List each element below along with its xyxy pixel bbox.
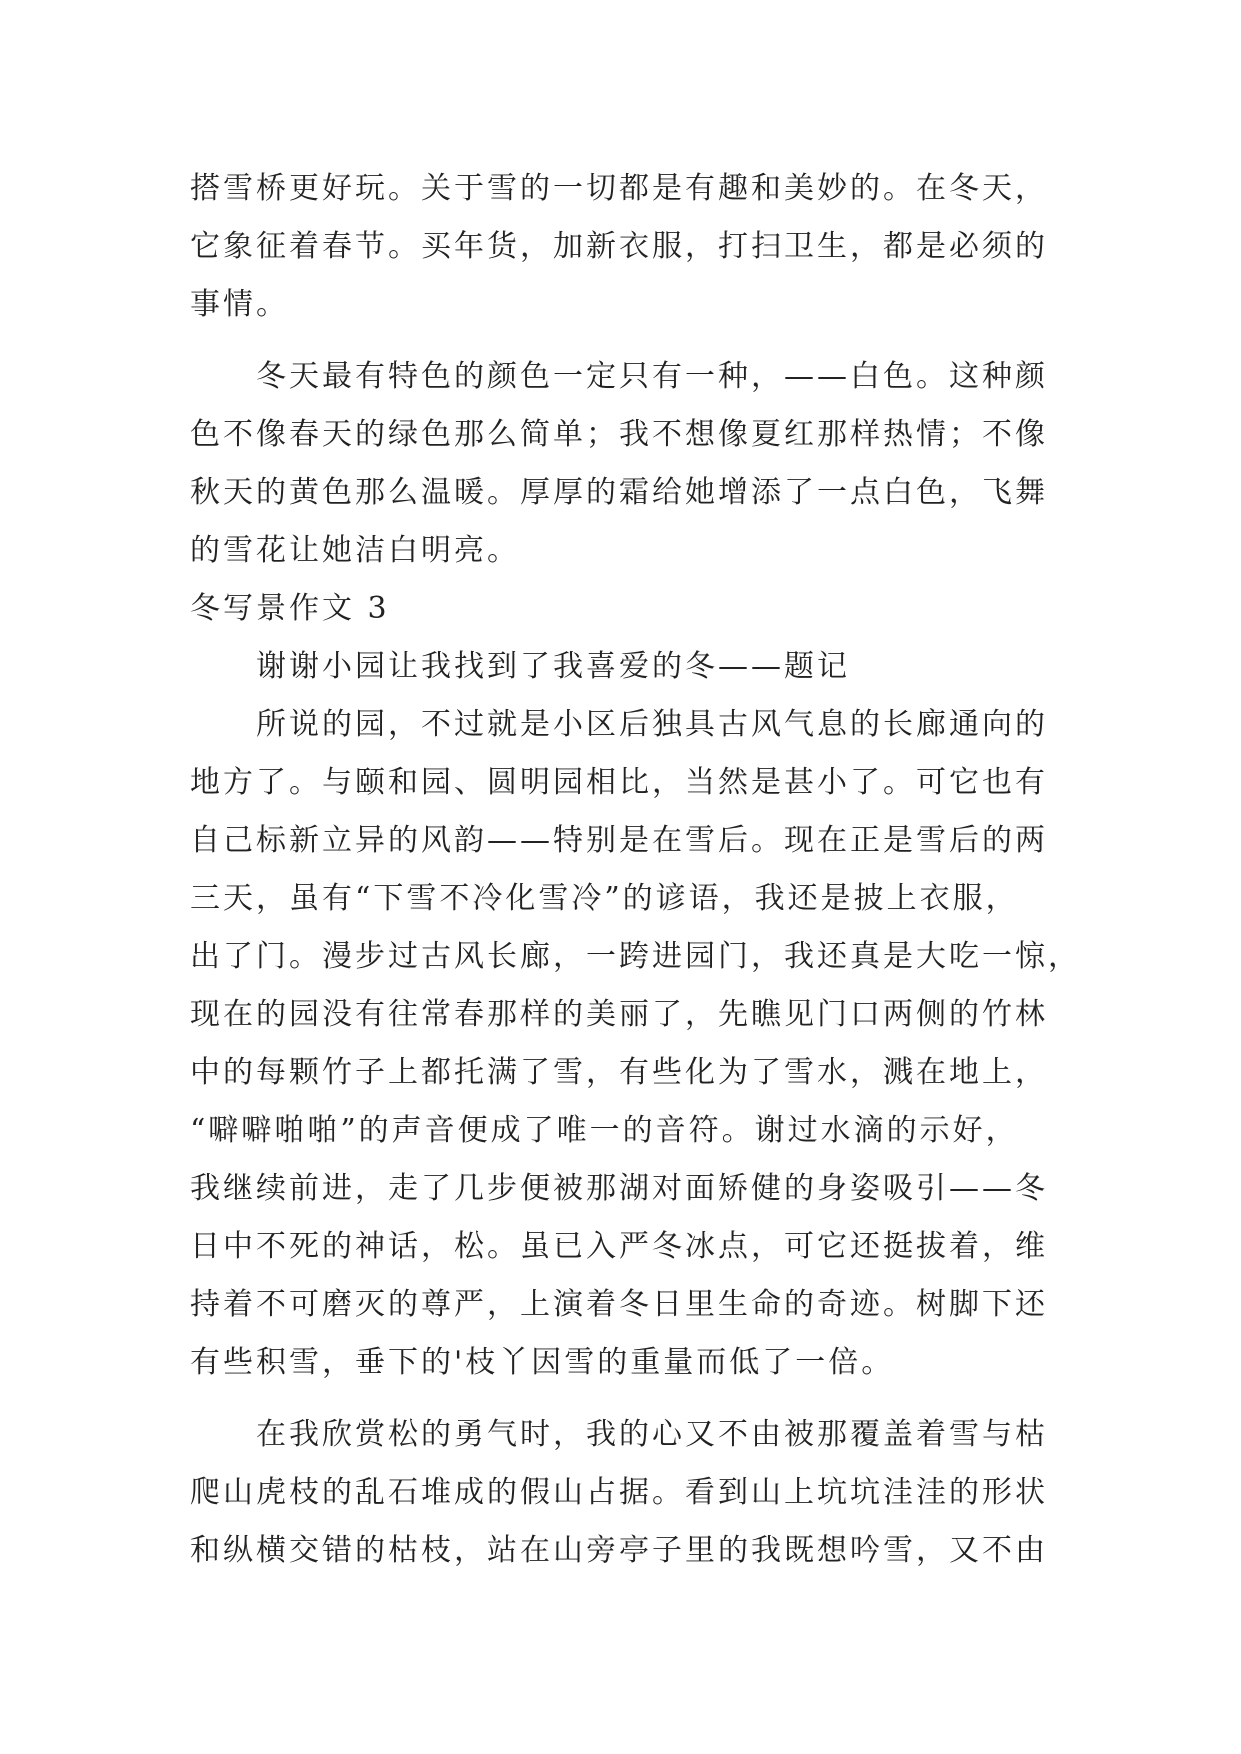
text-line: 在我欣赏松的勇气时，我的心又不由被那覆盖着雪与枯: [256, 1417, 1048, 1452]
text-line: 日中不死的神话，松。虽已入严冬冰点，可它还挺拔着，维: [190, 1229, 1048, 1264]
text-line: 所说的园，不过就是小区后独具古风气息的长廊通向的: [256, 707, 1048, 742]
text-line: 有些积雪，垂下的'枝丫因雪的重量而低了一倍。: [190, 1345, 895, 1380]
text-line: 三天，虽有“下雪不冷化雪冷”的谚语，我还是披上衣服，: [190, 881, 1019, 916]
document-body: [190, 160, 1081, 1580]
text-line: 搭雪桥更好玩。关于雪的一切都是有趣和美妙的。在冬天，: [190, 171, 1048, 206]
text-line: 爬山虎枝的乱石堆成的假山占据。看到山上坑坑洼洼的形状: [190, 1475, 1048, 1510]
text-line: 出了门。漫步过古风长廊，一跨进园门，我还真是大吃一惊，: [190, 939, 1081, 974]
paragraph: [190, 160, 1070, 334]
text-line: 它象征着春节。买年货，加新衣服，打扫卫生，都是必须的: [190, 229, 1048, 264]
text-line: 秋天的黄色那么温暖。厚厚的霜给她增添了一点白色，飞舞: [190, 475, 1048, 510]
epigraph: 谢谢小园让我找到了我喜爱的冬——题记: [256, 649, 850, 684]
text-line: 的雪花让她洁白明亮。: [190, 533, 520, 568]
section-heading: 冬写景作文 3: [190, 591, 390, 626]
text-line: 现在的园没有往常春那样的美丽了，先瞧见门口两侧的竹林: [190, 997, 1048, 1032]
text-line: 中的每颗竹子上都托满了雪，有些化为了雪水，溅在地上，: [190, 1055, 1048, 1090]
text-line: 我继续前进，走了几步便被那湖对面矫健的身姿吸引——冬: [190, 1171, 1048, 1206]
text-line: 事情。: [190, 287, 289, 322]
paragraph: [190, 348, 1070, 580]
text-line: 自己标新立异的风韵——特别是在雪后。现在正是雪后的两: [190, 823, 1048, 858]
text-line: 色不像春天的绿色那么简单；我不想像夏红那样热情；不像: [190, 417, 1048, 452]
text-line: 和纵横交错的枯枝，站在山旁亭子里的我既想吟雪，又不由: [190, 1533, 1048, 1568]
paragraph: [190, 1406, 1070, 1580]
text-line: 地方了。与颐和园、圆明园相比，当然是甚小了。可它也有: [190, 765, 1048, 800]
paragraph: [190, 696, 1081, 1392]
text-line: “噼噼啪啪”的声音便成了唯一的音符。谢过水滴的示好，: [190, 1113, 1019, 1148]
text-line: 持着不可磨灭的尊严，上演着冬日里生命的奇迹。树脚下还: [190, 1287, 1048, 1322]
text-line: 冬天最有特色的颜色一定只有一种，——白色。这种颜: [256, 359, 1048, 394]
